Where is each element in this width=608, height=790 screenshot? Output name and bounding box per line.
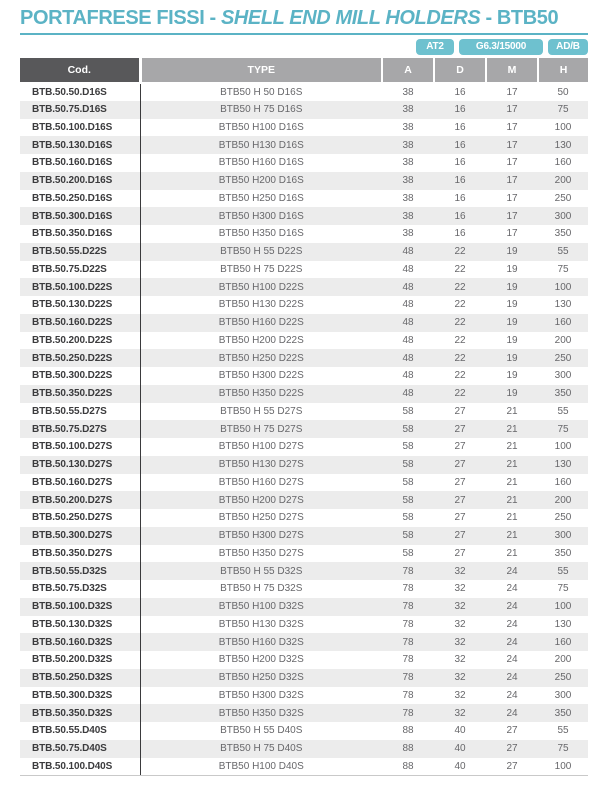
- cell-m: 19: [506, 263, 518, 275]
- cell-type: BTB50 H100 D40S: [140, 758, 382, 776]
- cell-type: BTB50 H250 D16S: [218, 192, 304, 204]
- cell-d: 16: [454, 228, 466, 240]
- cell-type: BTB50 H130 D32S: [218, 618, 304, 630]
- table-row: [20, 633, 588, 651]
- cell-h: 130: [554, 618, 572, 630]
- table-row: [20, 172, 588, 190]
- cell-m: 17: [506, 228, 518, 240]
- cell-a: 88: [402, 725, 414, 737]
- cell-type: BTB50 H 75 D40S: [220, 743, 303, 755]
- cell-d: 22: [454, 352, 466, 364]
- cell-m: 21: [506, 512, 518, 524]
- cell-cod: BTB.50.75.D16S: [20, 101, 140, 119]
- table-row: [20, 758, 588, 776]
- cell-d: 27: [454, 423, 466, 435]
- cell-h: 300: [554, 210, 572, 222]
- cell-d: 32: [454, 707, 466, 719]
- table-row: [20, 136, 588, 154]
- cell-h: 250: [554, 512, 572, 524]
- cell-h: 300: [554, 689, 572, 701]
- cell-a: 78: [402, 707, 414, 719]
- cell-d: 27: [454, 441, 466, 453]
- cell-a: 38: [402, 210, 414, 222]
- table-row: [20, 598, 588, 616]
- cell-m: 17: [506, 121, 518, 133]
- cell-m: 17: [506, 192, 518, 204]
- cell-cod: BTB.50.250.D27S: [20, 509, 140, 527]
- cell-m: 19: [506, 352, 518, 364]
- cell-m: 21: [506, 547, 518, 559]
- cell-m: 24: [506, 672, 518, 684]
- cell-type: BTB50 H 75 D32S: [220, 583, 303, 595]
- cell-a: 48: [402, 299, 414, 311]
- cell-h: 350: [554, 228, 572, 240]
- table-row: [20, 527, 588, 545]
- cell-type: BTB50 H160 D32S: [218, 636, 304, 648]
- cell-cod: BTB.50.200.D16S: [20, 172, 140, 190]
- cell-m: 24: [506, 565, 518, 577]
- cell-m: 27: [506, 725, 518, 737]
- cell-cod: BTB.50.130.D27S: [20, 456, 140, 474]
- cell-h: 55: [557, 246, 569, 258]
- table-row: [20, 332, 588, 350]
- cell-m: 21: [506, 459, 518, 471]
- cell-m: 19: [506, 246, 518, 258]
- cell-h: 75: [557, 583, 569, 595]
- cell-h: 100: [554, 281, 572, 293]
- cell-h: 250: [554, 192, 572, 204]
- cell-type: BTB50 H100 D32S: [218, 601, 304, 613]
- cell-a: 58: [402, 547, 414, 559]
- table-row: [20, 420, 588, 438]
- cell-cod: BTB.50.55.D40S: [20, 722, 140, 740]
- cell-type: BTB50 H200 D16S: [218, 175, 304, 187]
- cell-h: 200: [554, 175, 572, 187]
- badge-at2: AT2: [416, 39, 454, 55]
- table-row: [20, 154, 588, 172]
- cell-type: BTB50 H250 D27S: [218, 512, 304, 524]
- cell-h: 100: [538, 758, 588, 776]
- cell-a: 88: [382, 758, 434, 776]
- cell-d: 22: [454, 246, 466, 258]
- cell-d: 27: [454, 459, 466, 471]
- cell-a: 48: [402, 370, 414, 382]
- cell-m: 21: [506, 441, 518, 453]
- cell-m: 17: [506, 210, 518, 222]
- table-row: [20, 190, 588, 208]
- cell-type: BTB50 H 75 D16S: [220, 104, 303, 116]
- cell-h: 300: [554, 370, 572, 382]
- cell-a: 48: [402, 263, 414, 275]
- cell-h: 100: [554, 601, 572, 613]
- cell-h: 160: [554, 317, 572, 329]
- cell-cod: BTB.50.55.D22S: [20, 243, 140, 261]
- cell-a: 38: [402, 192, 414, 204]
- cell-h: 55: [557, 565, 569, 577]
- cell-m: 17: [506, 104, 518, 116]
- cell-h: 75: [557, 423, 569, 435]
- cell-d: 40: [454, 743, 466, 755]
- cell-cod: BTB.50.130.D32S: [20, 616, 140, 634]
- cell-cod: BTB.50.300.D32S: [20, 687, 140, 705]
- cell-a: 38: [402, 228, 414, 240]
- cell-type: BTB50 H300 D22S: [218, 370, 304, 382]
- cell-type: BTB50 H250 D22S: [218, 352, 304, 364]
- cell-m: 24: [506, 601, 518, 613]
- cell-a: 48: [402, 281, 414, 293]
- cell-m: 17: [506, 157, 518, 169]
- cell-a: 78: [402, 636, 414, 648]
- cell-m: 19: [506, 334, 518, 346]
- cell-d: 32: [454, 618, 466, 630]
- cell-cod: BTB.50.200.D32S: [20, 651, 140, 669]
- cell-cod: BTB.50.250.D22S: [20, 349, 140, 367]
- cell-d: 22: [454, 263, 466, 275]
- table-row: [20, 669, 588, 687]
- table-row: [20, 580, 588, 598]
- cell-m: 24: [506, 654, 518, 666]
- cell-m: 21: [506, 423, 518, 435]
- cell-h: 250: [554, 672, 572, 684]
- cell-cod: BTB.50.300.D16S: [20, 207, 140, 225]
- cell-a: 38: [402, 86, 414, 98]
- cell-cod: BTB.50.160.D32S: [20, 633, 140, 651]
- cell-cod: BTB.50.200.D27S: [20, 491, 140, 509]
- cell-m: 19: [506, 299, 518, 311]
- cell-type: BTB50 H160 D16S: [218, 157, 304, 169]
- cell-h: 75: [557, 743, 569, 755]
- cell-d: 27: [454, 405, 466, 417]
- cell-type: BTB50 H130 D22S: [218, 299, 304, 311]
- cell-cod: BTB.50.75.D32S: [20, 580, 140, 598]
- cell-m: 19: [506, 281, 518, 293]
- table-row: [20, 243, 588, 261]
- cell-type: BTB50 H 75 D22S: [220, 263, 303, 275]
- table-header: [20, 58, 588, 83]
- cell-h: 350: [554, 547, 572, 559]
- cell-d: 22: [454, 317, 466, 329]
- cell-a: 78: [402, 689, 414, 701]
- cell-type: BTB50 H 55 D32S: [220, 565, 303, 577]
- cell-h: 200: [554, 494, 572, 506]
- column-header-m: M: [486, 58, 538, 83]
- cell-m: 24: [506, 618, 518, 630]
- table-row: [20, 704, 588, 722]
- cell-h: 350: [554, 707, 572, 719]
- cell-cod: BTB.50.350.D27S: [20, 545, 140, 563]
- cell-cod: BTB.50.55.D27S: [20, 403, 140, 421]
- cell-cod: BTB.50.75.D22S: [20, 261, 140, 279]
- cell-cod: BTB.50.300.D22S: [20, 367, 140, 385]
- table-row: [20, 474, 588, 492]
- cell-a: 58: [402, 423, 414, 435]
- cell-h: 55: [557, 725, 569, 737]
- cell-d: 22: [454, 370, 466, 382]
- cell-cod: BTB.50.350.D32S: [20, 704, 140, 722]
- cell-type: BTB50 H160 D22S: [218, 317, 304, 329]
- cell-cod: BTB.50.160.D16S: [20, 154, 140, 172]
- table-row: [20, 562, 588, 580]
- cell-d: 16: [454, 86, 466, 98]
- table-row: [20, 261, 588, 279]
- cell-cod: BTB.50.100.D16S: [20, 119, 140, 137]
- cell-cod: BTB.50.100.D32S: [20, 598, 140, 616]
- cell-a: 78: [402, 672, 414, 684]
- cell-m: 17: [506, 86, 518, 98]
- cell-m: 27: [506, 743, 518, 755]
- cell-cod: BTB.50.75.D40S: [20, 740, 140, 758]
- cell-d: 40: [454, 725, 466, 737]
- product-table: [20, 58, 588, 776]
- badge-balancing-grade: G6.3/15000: [459, 39, 543, 55]
- cell-d: 16: [454, 157, 466, 169]
- cell-cod: BTB.50.160.D22S: [20, 314, 140, 332]
- badge-adb: AD/B: [548, 39, 588, 55]
- cell-type: BTB50 H200 D32S: [218, 654, 304, 666]
- cell-d: 22: [454, 334, 466, 346]
- cell-h: 75: [557, 104, 569, 116]
- cell-m: 19: [506, 388, 518, 400]
- cell-d: 16: [454, 192, 466, 204]
- cell-d: 16: [454, 104, 466, 116]
- cell-h: 350: [554, 388, 572, 400]
- cell-cod: BTB.50.130.D22S: [20, 296, 140, 314]
- cell-h: 50: [557, 86, 569, 98]
- table-row: [20, 687, 588, 705]
- spec-badges: [20, 39, 588, 55]
- cell-d: 32: [454, 636, 466, 648]
- cell-type: BTB50 H100 D16S: [218, 121, 304, 133]
- cell-m: 19: [506, 317, 518, 329]
- cell-a: 78: [402, 618, 414, 630]
- cell-d: 27: [454, 530, 466, 542]
- cell-a: 58: [402, 512, 414, 524]
- cell-cod: BTB.50.130.D16S: [20, 136, 140, 154]
- cell-a: 58: [402, 405, 414, 417]
- cell-d: 32: [454, 601, 466, 613]
- cell-m: 21: [506, 476, 518, 488]
- cell-d: 32: [454, 654, 466, 666]
- table-row: [20, 651, 588, 669]
- cell-cod: BTB.50.250.D16S: [20, 190, 140, 208]
- cell-d: 16: [454, 139, 466, 151]
- cell-d: 32: [454, 583, 466, 595]
- title-text-main: PORTAFRESE FISSI -: [20, 7, 221, 29]
- cell-a: 48: [402, 388, 414, 400]
- catalog-page: [0, 7, 608, 790]
- cell-d: 16: [454, 210, 466, 222]
- table-row: [20, 207, 588, 225]
- cell-h: 200: [554, 654, 572, 666]
- cell-type: BTB50 H130 D16S: [218, 139, 304, 151]
- cell-type: BTB50 H 55 D40S: [220, 725, 303, 737]
- cell-type: BTB50 H200 D27S: [218, 494, 304, 506]
- cell-a: 38: [402, 104, 414, 116]
- cell-type: BTB50 H 50 D16S: [220, 86, 303, 98]
- cell-type: BTB50 H350 D27S: [218, 547, 304, 559]
- cell-type: BTB50 H100 D27S: [218, 441, 304, 453]
- cell-type: BTB50 H 55 D22S: [220, 246, 303, 258]
- cell-h: 100: [554, 441, 572, 453]
- column-header-h: H: [538, 58, 588, 83]
- cell-h: 200: [554, 334, 572, 346]
- table-row: [20, 491, 588, 509]
- table-row: [20, 225, 588, 243]
- cell-type: BTB50 H350 D22S: [218, 388, 304, 400]
- column-header-cod: Cod.: [20, 58, 140, 83]
- cell-d: 32: [454, 565, 466, 577]
- cell-cod: BTB.50.300.D27S: [20, 527, 140, 545]
- cell-a: 38: [402, 175, 414, 187]
- cell-cod: BTB.50.200.D22S: [20, 332, 140, 350]
- title-text-english: SHELL END MILL HOLDERS: [220, 7, 481, 29]
- column-header-a: A: [382, 58, 434, 83]
- cell-a: 58: [402, 476, 414, 488]
- table-row: [20, 83, 588, 101]
- cell-cod: BTB.50.160.D27S: [20, 474, 140, 492]
- title-text-model: - BTB50: [480, 7, 559, 29]
- cell-m: 21: [506, 530, 518, 542]
- cell-d: 27: [454, 476, 466, 488]
- cell-d: 27: [454, 547, 466, 559]
- cell-d: 27: [454, 494, 466, 506]
- cell-type: BTB50 H200 D22S: [218, 334, 304, 346]
- cell-a: 38: [402, 157, 414, 169]
- table-row: [20, 349, 588, 367]
- cell-a: 48: [402, 352, 414, 364]
- cell-m: 17: [506, 139, 518, 151]
- cell-a: 78: [402, 654, 414, 666]
- cell-h: 160: [554, 476, 572, 488]
- cell-type: BTB50 H100 D22S: [218, 281, 304, 293]
- cell-m: 24: [506, 689, 518, 701]
- table-row: [20, 385, 588, 403]
- page-title: [20, 7, 588, 30]
- cell-type: BTB50 H300 D32S: [218, 689, 304, 701]
- cell-a: 78: [402, 583, 414, 595]
- cell-a: 58: [402, 441, 414, 453]
- table-body: [20, 83, 588, 775]
- cell-a: 48: [402, 246, 414, 258]
- table-row: [20, 101, 588, 119]
- cell-a: 78: [402, 601, 414, 613]
- table-row: [20, 456, 588, 474]
- cell-type: BTB50 H350 D16S: [218, 228, 304, 240]
- cell-d: 22: [454, 299, 466, 311]
- cell-a: 38: [402, 121, 414, 133]
- cell-type: BTB50 H160 D27S: [218, 476, 304, 488]
- cell-h: 160: [554, 157, 572, 169]
- cell-cod: BTB.50.100.D22S: [20, 278, 140, 296]
- cell-m: 17: [506, 175, 518, 187]
- cell-h: 130: [554, 299, 572, 311]
- cell-h: 130: [554, 459, 572, 471]
- cell-h: 130: [554, 139, 572, 151]
- cell-d: 40: [434, 758, 486, 776]
- cell-h: 55: [557, 405, 569, 417]
- cell-m: 21: [506, 405, 518, 417]
- cell-d: 32: [454, 672, 466, 684]
- cell-d: 22: [454, 281, 466, 293]
- cell-cod: BTB.50.350.D16S: [20, 225, 140, 243]
- table-row: [20, 438, 588, 456]
- cell-type: BTB50 H350 D32S: [218, 707, 304, 719]
- cell-h: 160: [554, 636, 572, 648]
- table-row: [20, 314, 588, 332]
- table-row: [20, 119, 588, 137]
- cell-cod: BTB.50.350.D22S: [20, 385, 140, 403]
- cell-h: 250: [554, 352, 572, 364]
- cell-m: 19: [506, 370, 518, 382]
- cell-m: 27: [486, 758, 538, 776]
- cell-h: 75: [557, 263, 569, 275]
- cell-type: BTB50 H300 D27S: [218, 530, 304, 542]
- cell-cod: BTB.50.250.D32S: [20, 669, 140, 687]
- cell-a: 58: [402, 530, 414, 542]
- cell-m: 24: [506, 636, 518, 648]
- cell-d: 27: [454, 512, 466, 524]
- table-row: [20, 296, 588, 314]
- cell-a: 78: [402, 565, 414, 577]
- cell-type: BTB50 H 55 D27S: [220, 405, 303, 417]
- cell-cod: BTB.50.75.D27S: [20, 420, 140, 438]
- table-row: [20, 403, 588, 421]
- cell-type: BTB50 H 75 D27S: [220, 423, 303, 435]
- cell-a: 48: [402, 317, 414, 329]
- cell-a: 48: [402, 334, 414, 346]
- cell-d: 16: [454, 175, 466, 187]
- title-underline: [20, 33, 588, 35]
- cell-d: 22: [454, 388, 466, 400]
- table-row: [20, 722, 588, 740]
- cell-a: 58: [402, 459, 414, 471]
- table-row: [20, 509, 588, 527]
- cell-cod: BTB.50.50.D16S: [20, 83, 140, 101]
- cell-m: 21: [506, 494, 518, 506]
- cell-d: 16: [454, 121, 466, 133]
- cell-h: 100: [554, 121, 572, 133]
- table-row: [20, 278, 588, 296]
- table-row: [20, 616, 588, 634]
- cell-cod: BTB.50.55.D32S: [20, 562, 140, 580]
- cell-type: BTB50 H250 D32S: [218, 672, 304, 684]
- column-header-d: D: [434, 58, 486, 83]
- cell-type: BTB50 H300 D16S: [218, 210, 304, 222]
- cell-cod: BTB.50.100.D40S: [20, 758, 140, 776]
- cell-m: 24: [506, 707, 518, 719]
- cell-type: BTB50 H130 D27S: [218, 459, 304, 471]
- cell-a: 88: [402, 743, 414, 755]
- cell-m: 24: [506, 583, 518, 595]
- cell-a: 58: [402, 494, 414, 506]
- table-row: [20, 367, 588, 385]
- column-header-type: TYPE: [140, 58, 382, 83]
- cell-h: 300: [554, 530, 572, 542]
- cell-d: 32: [454, 689, 466, 701]
- cell-a: 38: [402, 139, 414, 151]
- table-row: [20, 740, 588, 758]
- cell-cod: BTB.50.100.D27S: [20, 438, 140, 456]
- table-row: [20, 545, 588, 563]
